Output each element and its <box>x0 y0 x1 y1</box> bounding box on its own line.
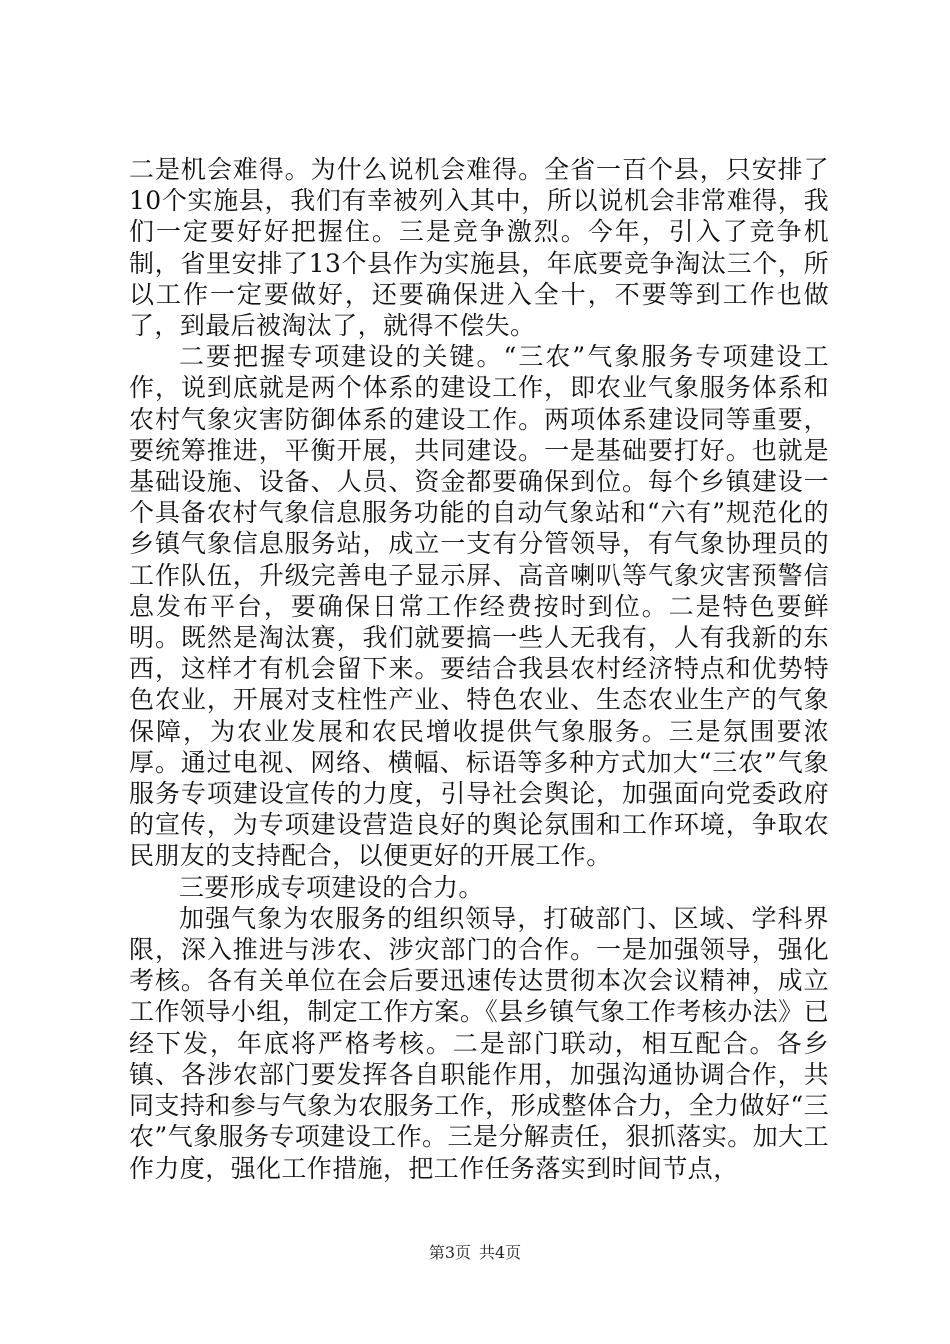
page-total: 共4页 <box>479 1243 522 1262</box>
paragraph-key-points: 二要把握专项建设的关键。“三农”气象服务专项建设工作，说到底就是两个体系的建设工作，即农业气象服务体系和农村气象灾害防御体系的建设工作。两项体系建设同等重要，要统筹推进，平衡开展，共同建设。一是基础要打好。也就是基础设施、设备、人员、资金都要确保到位。每个乡镇建设一个具备农村气象信息服务功能的自动气象站和“六有”规范化的乡镇气象信息服务站，成立一支有分管领导，有气象协理员的工作队伍，升级完善电子显示屏、高音喇叭等气象灾害预警信息发布平台，要确保日常工作经费按时到位。二是特色要鲜明。既然是淘汰赛，我们就要搞一些人无我有，人有我新的东西，这样才有机会留下来。要结合我县农村经济特点和优势特色农业，开展对支柱性产业、特色农业、生态农业生产的气象保障，为农业发展和农民增收提供气象服务。三是氛围要浓厚。通过电视、网络、横幅、标语等多种方式加大“三农”气象服务专项建设宣传的力度，引导社会舆论，加强面向党委政府的宣传，为专项建设营造良好的舆论氛围和工作环境，争取农民朋友的支持配合，以便更好的开展工作。 <box>129 342 829 871</box>
document-body <box>129 154 829 1184</box>
paragraph-continuation: 二是机会难得。为什么说机会难得。全省一百个县，只安排了10个实施县，我们有幸被列入其中，所以说机会非常难得，我们一定要好好把握住。三是竞争激烈。今年，引入了竞争机制，省里安排了13个县作为实施县，年底要竞争淘汰三个，所以工作一定要做好，还要确保进入全十，不要等到工作也做了，到最后被淘汰了，就得不偿失。 <box>129 155 829 341</box>
paragraph-organization: 加强气象为农服务的组织领导，打破部门、区域、学科界限，深入推进与涉农、涉灾部门的合作。一是加强领导，强化考核。各有关单位在会后要迅速传达贯彻本次会议精神，成立工作领导小组，制定工作方案。《县乡镇气象工作考核办法》已经下发，年底将严格考核。二是部门联动，相互配合。各乡镇、各涉农部门要发挥各自职能作用，加强沟通协调合作，共同支持和参与气象为农服务工作，形成整体合力，全力做好“三农”气象服务专项建设工作。三是分解责任，狠抓落实。加大工作力度，强化工作措施，把工作任务落实到时间节点， <box>129 903 829 1183</box>
paragraph-heading-synergy: 三要形成专项建设的合力。 <box>179 872 484 902</box>
page-footer <box>0 1243 950 1263</box>
page-number: 第3页 <box>428 1243 471 1262</box>
